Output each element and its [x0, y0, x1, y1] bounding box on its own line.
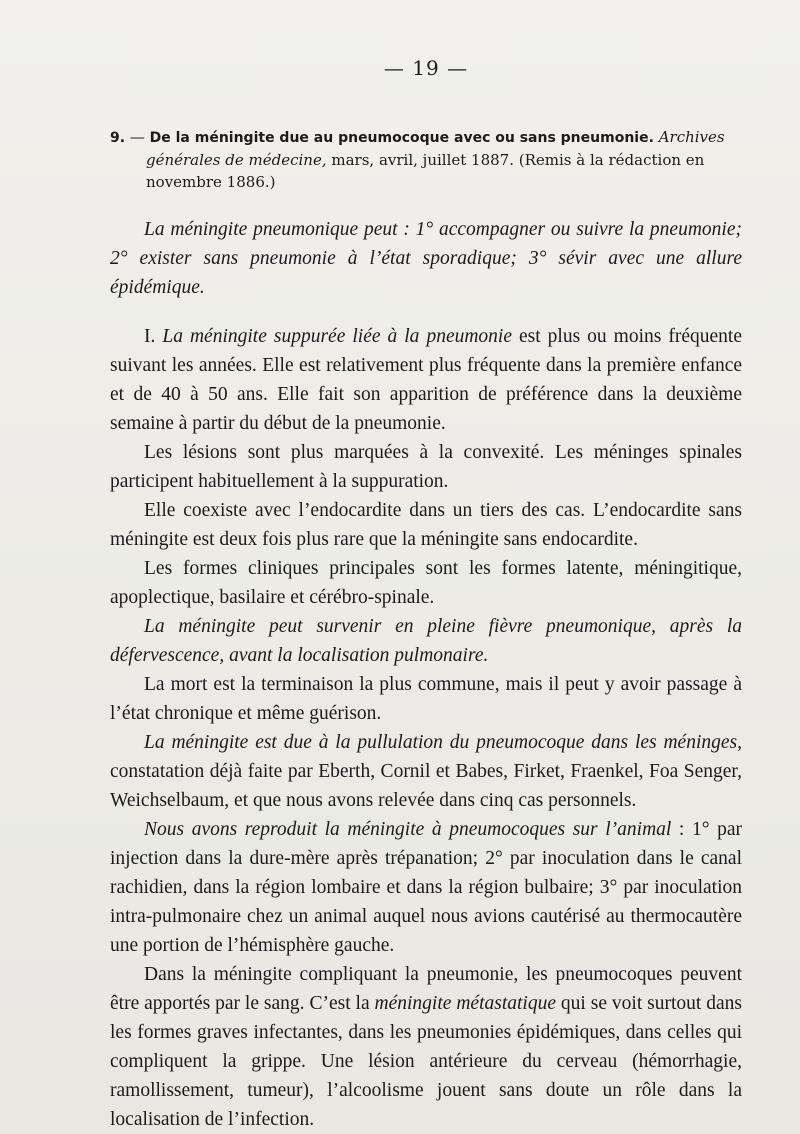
paragraph-7-text: constatation déjà faite par Eberth, Cornil et Babes, Firket, Fraenkel, Foa Senger, Weichselbaum, et que nous avons relevée dans cinq cas personnels.	[110, 761, 742, 811]
bibliography-entry	[110, 126, 742, 193]
entry-number: 9.	[110, 130, 126, 146]
paragraph-9-text-a: Dans la méningite compliquant la pneumonie, les pneumocoques peuvent être apportés par le sang. C’est la	[110, 964, 742, 1014]
paragraph-9	[110, 960, 742, 1134]
entry-details: mars, avril, juillet 1887. (Remis à la rédaction en novembre 1886.)	[146, 151, 705, 191]
paragraph-3: Elle coexiste avec l’endocardite dans un tiers des cas. L’endocardite sans méningite est deux fois plus rare que la méningite sans endocardite.	[110, 500, 742, 550]
entry-title: De la méningite due au pneumocoque avec ou sans pneumonie.	[149, 130, 654, 146]
paragraph-9-text-b: qui se voit surtout dans les formes graves infectantes, dans les pneumonies épidémiques, dans celles qui compliquent la grippe. Une lésion antérieure du cerveau (hémorrhagie, ramollissement, tumeur), l’alcoolisme jouent sans doute un rôle dans la localisation de l’infection.	[110, 993, 742, 1130]
paragraph-6: La mort est la terminaison la plus commune, mais il peut y avoir passage à l’état chronique et même guérison.	[110, 674, 742, 724]
emphasis-suppuree: La méningite suppurée liée à la pneumonie	[162, 326, 512, 347]
paragraph-5: La méningite peut survenir en pleine fièvre pneumonique, après la défervescence, avant la localisation pulmonaire.	[110, 616, 742, 666]
emphasis-metastatique: méningite métastatique	[374, 993, 556, 1014]
paragraph-8	[110, 815, 742, 960]
emphasis-reproduit: Nous avons reproduit la méningite à pneumocoques sur l’animal	[144, 819, 672, 840]
paragraph-8-text: : 1° par injection dans la dure-mère après trépanation; 2° par inoculation dans le canal rachidien, dans la région lombaire et dans la région bulbaire; 3° par inoculation intra-pulmonaire chez un animal auquel nous avions cautérisé au thermocautère une portion de l’hémisphère gauche.	[110, 819, 742, 956]
article-body	[110, 215, 742, 1134]
section-numeral: I.	[144, 326, 163, 347]
entry-dash: —	[129, 128, 145, 146]
page-number: — 19 —	[383, 56, 469, 80]
paragraph-4: Les formes cliniques principales sont les formes latente, méningitique, apoplectique, basilaire et cérébro-spinale.	[110, 558, 742, 608]
abstract-paragraph: La méningite pneumonique peut : 1° accompagner ou suivre la pneumonie; 2° exister sans pneumonie à l’état sporadique; 3° sévir avec une allure épidémique.	[110, 219, 742, 298]
emphasis-pullulation: La méningite est due à la pullulation du pneumocoque dans les méninges,	[144, 732, 742, 753]
paragraph-1-text: est plus ou moins fréquente suivant les années. Elle est relativement plus fréquente dans la première enfance et de 40 à 50 ans. Elle fait son apparition de préférence dans la deuxième semaine à partir du début de la pneumonie.	[110, 326, 742, 434]
paragraph-7	[110, 728, 742, 815]
entry-journal: Archives générales de médecine,	[146, 128, 725, 169]
paragraph-2: Les lésions sont plus marquées à la convexité. Les méninges spinales participent habituellement à la suppuration.	[110, 442, 742, 492]
paragraph-1	[110, 322, 742, 438]
